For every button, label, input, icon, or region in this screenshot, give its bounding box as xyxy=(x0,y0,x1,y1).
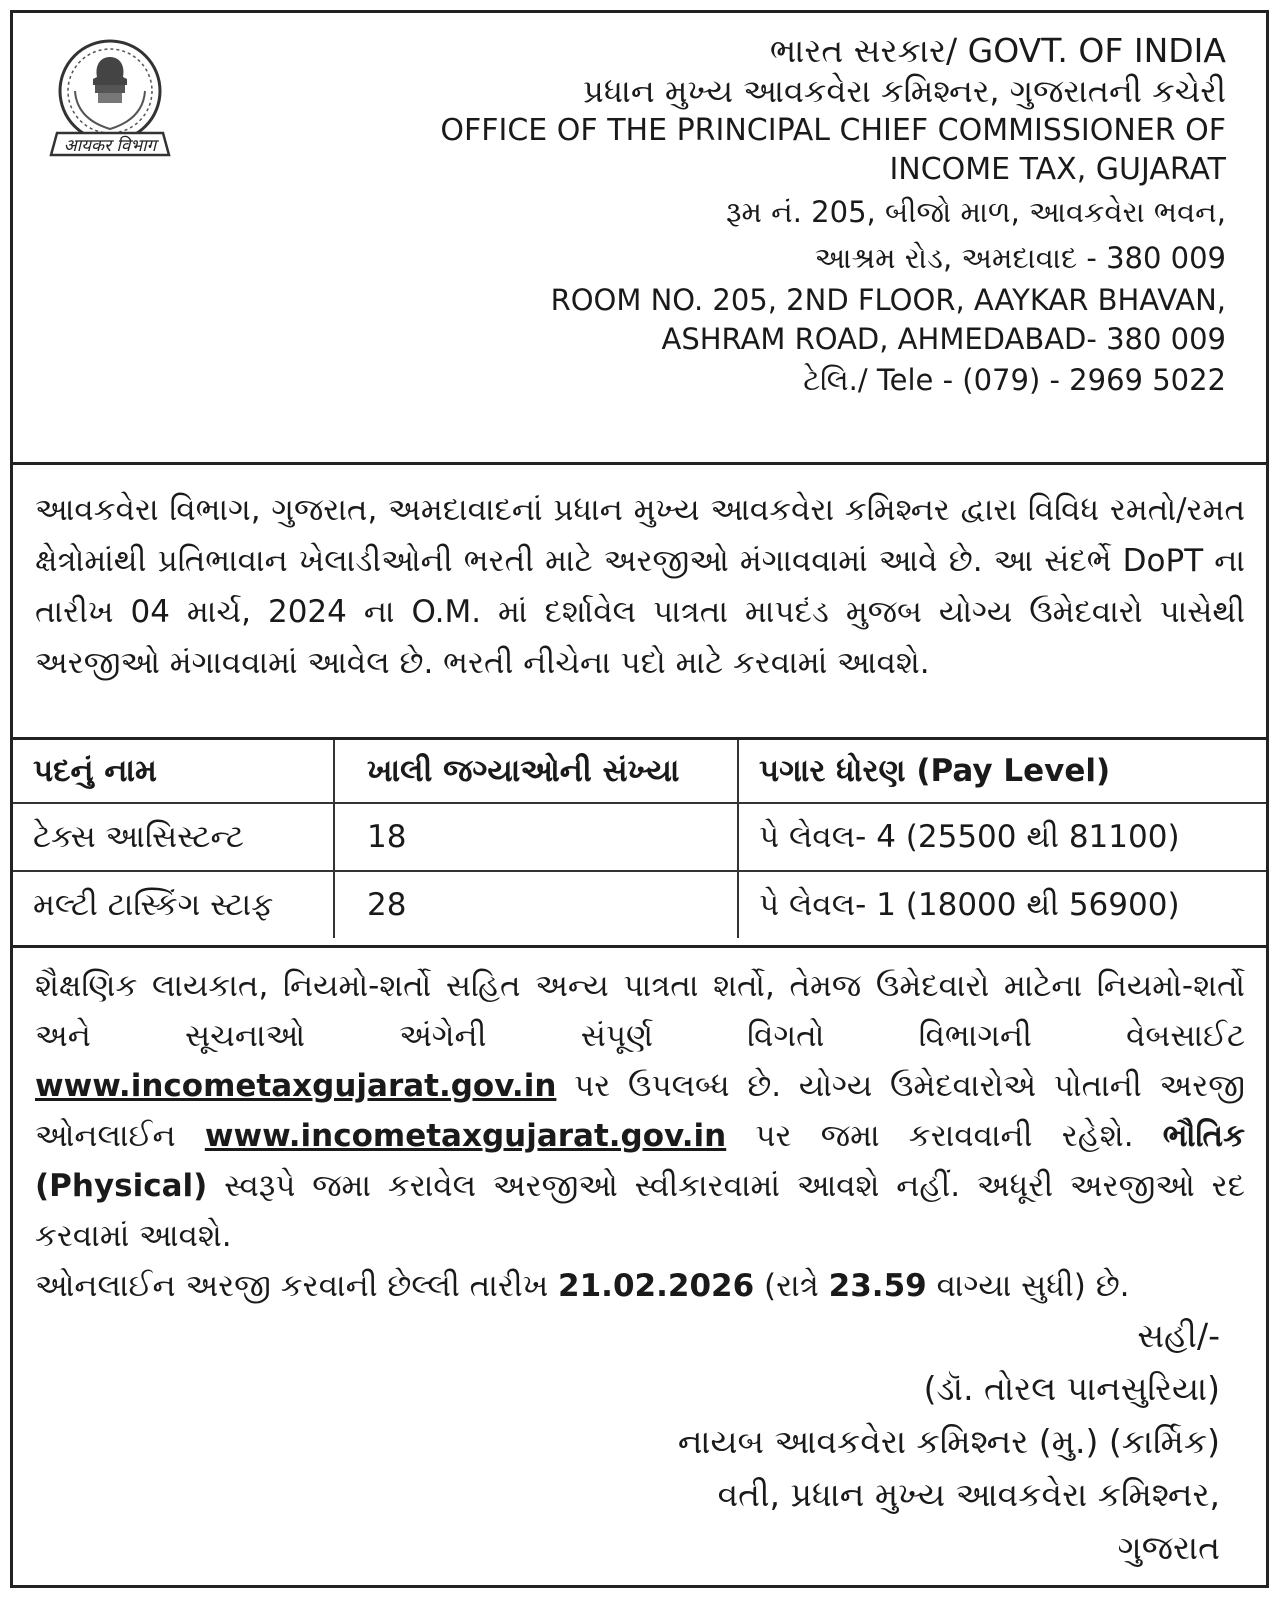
address-english-line1: ROOM NO. 205, 2ND FLOOR, AAYKAR BHAVAN, xyxy=(550,283,1226,317)
physical-label: ભૌતિક (Physical) xyxy=(35,1118,1245,1204)
details-text: સ્વરૂપે જમા કરાવેલ અરજીઓ સ્વીકારવામાં આવશે નહીં. અધૂરી અરજીઓ રદ કરવામાં આવશે. xyxy=(35,1168,1245,1254)
header-post-name: પદનું નામ xyxy=(13,740,334,803)
place-line: ગુજરાત xyxy=(1117,1528,1220,1567)
details-text: પર ઉપલબ્ધ છે. યોગ્ય ઉમેદવારોએ પોતાની અરજી ઓનલાઈન xyxy=(35,1068,1245,1154)
office-header xyxy=(326,31,1226,401)
website-link[interactable]: www.incometaxgujarat.gov.in xyxy=(204,1118,727,1154)
vacancy-count-cell: 28 xyxy=(334,871,738,938)
deadline-text: ઓનલાઈન અરજી કરવાની છેલ્લી તારીખ xyxy=(35,1268,559,1304)
address-english-line2: ASHRAM ROAD, AHMEDABAD- 380 009 xyxy=(661,322,1226,356)
header-vacancies: ખાલી જગ્યાઓની સંખ્યા xyxy=(334,740,738,803)
signed-mark: સહી/- xyxy=(1137,1316,1220,1355)
office-name-english-line2: INCOME TAX, GUJARAT xyxy=(889,152,1226,187)
post-name-cell: મલ્ટી ટાસ્કિંગ સ્ટાફ xyxy=(13,871,334,938)
notice-frame xyxy=(10,10,1269,1588)
header-pay-level: પગાર ધોરણ (Pay Level) xyxy=(759,752,1111,789)
pay-level-cell: પે લેવલ- 1 (18000 થી 56900) xyxy=(738,871,1266,938)
on-behalf-line: વતી, પ્રધાન મુખ્ય આવકવેરા કમિશ્નર, xyxy=(717,1475,1220,1514)
table-row xyxy=(13,803,1266,871)
deadline-date: 21.02.2026 xyxy=(558,1268,755,1304)
table-header-row xyxy=(13,740,1266,803)
details-text: શૈક્ષણિક લાયકાત, નિયમો-શર્તો સહિત અન્ય પાત્રતા શર્તો, તેમજ ઉમેદવારો માટેના નિયમો-શર્તો અને સૂચનાઓ અંગેની સંપૂર્ણ વિગતો વિભાગની વેબસાઈટ xyxy=(35,968,1245,1054)
telephone-line: ટેલિ./ Tele - (079) - 2969 5022 xyxy=(803,363,1226,397)
signatory-designation: નાયબ આવકવેરા કમિશ્નર (મુ.) (કાર્મિક) xyxy=(677,1422,1220,1461)
svg-text:आयकर विभाग: आयकर विभाग xyxy=(63,136,157,156)
address-gujarati-line2: આશ્રમ રોડ, અમદાવાદ - 380 009 xyxy=(814,241,1226,275)
website-link[interactable]: www.incometaxgujarat.gov.in xyxy=(35,1068,557,1104)
emblem-icon xyxy=(35,33,185,173)
deadline-text: વાગ્યા સુધી) છે. xyxy=(926,1268,1130,1304)
table-bottom-divider xyxy=(13,945,1266,948)
posts-table xyxy=(13,740,1266,938)
office-name-english-line1: OFFICE OF THE PRINCIPAL CHIEF COMMISSIONER OF xyxy=(440,113,1226,148)
deadline-text: (રાત્રે xyxy=(754,1268,829,1304)
signatory-name: (ડૉ. તોરલ પાનસુરિયા) xyxy=(923,1369,1220,1408)
vacancy-count-cell: 18 xyxy=(334,803,738,871)
table-row xyxy=(13,871,1266,938)
office-name-gujarati: પ્રધાન મુખ્ય આવકવેરા કમિશ્નર, ગુજરાતની કચેરી xyxy=(583,72,1226,110)
intro-paragraph: આવકવેરા વિભાગ, ગુજરાત, અમદાવાદનાં પ્રધાન મુખ્ય આવકવેરા કમિશ્નર દ્વારા વિવિધ રમતો/રમત ક્ષેત્રોમાંથી પ્રતિભાવાન ખેલાડીઓની ભરતી માટે અરજીઓ મંગાવવામાં આવે છે. આ સંદર્ભે DoPT ના તારીખ 04 માર્ચ, 2024 ના O.M. માં દર્શાવેલ પાત્રતા માપદંડ મુજબ યોગ્ય ઉમેદવારો પાસેથી અરજીઓ મંગાવવામાં આવેલ છે. ભરતી નીચેના પદો માટે કરવામાં આવશે. xyxy=(35,492,1245,681)
pay-level-cell: પે લેવલ- 4 (25500 થી 81100) xyxy=(738,803,1266,871)
govt-title: ભારત સરકાર/ GOVT. OF INDIA xyxy=(769,31,1226,70)
deadline-time: 23.59 xyxy=(828,1268,927,1304)
header-divider xyxy=(13,462,1266,465)
details-text: પર જમા કરાવવાની રહેશે. xyxy=(726,1118,1163,1154)
details-paragraph xyxy=(35,961,1245,1311)
post-name-cell: ટેક્સ આસિસ્ટન્ટ xyxy=(13,803,334,871)
signature-block xyxy=(320,1309,1220,1574)
address-gujarati-line1: રૂમ નં. 205, બીજો માળ, આવકવેરા ભવન, xyxy=(726,195,1226,229)
